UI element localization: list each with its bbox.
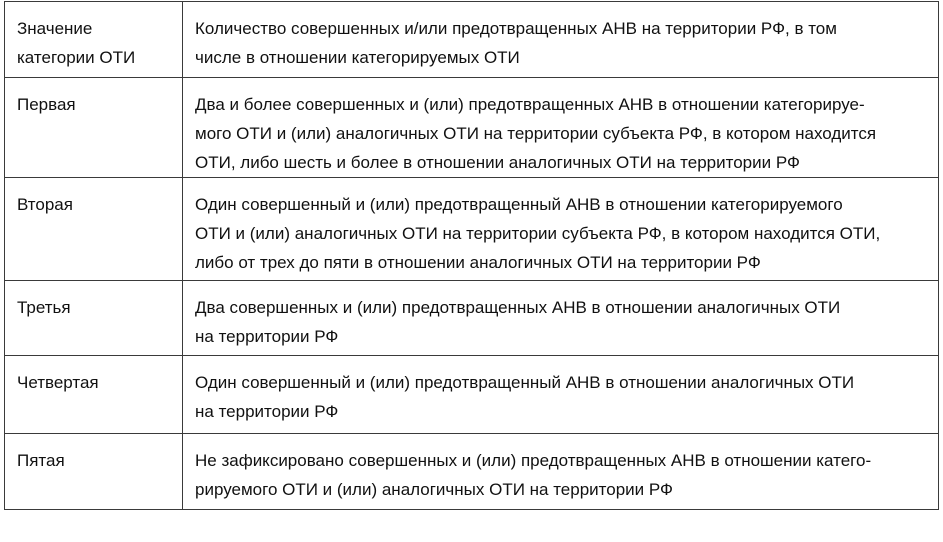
description-line: на территории РФ bbox=[195, 327, 339, 346]
table-row bbox=[5, 178, 939, 281]
oti-category-table bbox=[4, 1, 939, 510]
header-category-line: Значение bbox=[17, 19, 93, 38]
category-cell bbox=[5, 281, 183, 356]
header-category-line: категории ОТИ bbox=[17, 48, 136, 67]
category-cell bbox=[5, 178, 183, 281]
description-cell bbox=[183, 356, 939, 434]
table-row bbox=[5, 434, 939, 510]
description-cell bbox=[183, 78, 939, 178]
table-row bbox=[5, 281, 939, 356]
description-line: Один совершенный и (или) предотвращенный АНВ в отношении категорируемого bbox=[195, 195, 843, 214]
description-line: Один совершенный и (или) предотвращенный АНВ в отношении аналогичных ОТИ bbox=[195, 373, 855, 392]
category-cell bbox=[5, 434, 183, 510]
description-line: ОТИ, либо шесть и более в отношении аналогичных ОТИ на территории РФ bbox=[195, 153, 800, 172]
description-cell bbox=[183, 281, 939, 356]
table-row bbox=[5, 356, 939, 434]
description-cell bbox=[183, 434, 939, 510]
description-line: Два и более совершенных и (или) предотвращенных АНВ в отношении категорируе- bbox=[195, 95, 865, 114]
category-label: Четвертая bbox=[17, 373, 99, 392]
category-cell bbox=[5, 78, 183, 178]
table-row bbox=[5, 78, 939, 178]
description-line: ОТИ и (или) аналогичных ОТИ на территории субъекта РФ, в котором находится ОТИ, bbox=[195, 224, 881, 243]
category-label: Пятая bbox=[17, 451, 65, 470]
category-label: Третья bbox=[17, 298, 71, 317]
table-header-row bbox=[5, 2, 939, 78]
description-line: Два совершенных и (или) предотвращенных АНВ в отношении аналогичных ОТИ bbox=[195, 298, 841, 317]
category-label: Первая bbox=[17, 95, 76, 114]
header-description-cell bbox=[183, 2, 939, 78]
header-description-line: числе в отношении категорируемых ОТИ bbox=[195, 48, 520, 67]
description-line: Не зафиксировано совершенных и (или) предотвращенных АНВ в отношении катего- bbox=[195, 451, 872, 470]
header-category-cell bbox=[5, 2, 183, 78]
description-line: на территории РФ bbox=[195, 402, 339, 421]
category-cell bbox=[5, 356, 183, 434]
description-line: либо от трех до пяти в отношении аналогичных ОТИ на территории РФ bbox=[195, 253, 761, 272]
description-line: рируемого ОТИ и (или) аналогичных ОТИ на территории РФ bbox=[195, 480, 673, 499]
header-description-line: Количество совершенных и/или предотвращенных АНВ на территории РФ, в том bbox=[195, 19, 837, 38]
description-cell bbox=[183, 178, 939, 281]
category-label: Вторая bbox=[17, 195, 73, 214]
description-line: мого ОТИ и (или) аналогичных ОТИ на территории субъекта РФ, в котором находится bbox=[195, 124, 877, 143]
